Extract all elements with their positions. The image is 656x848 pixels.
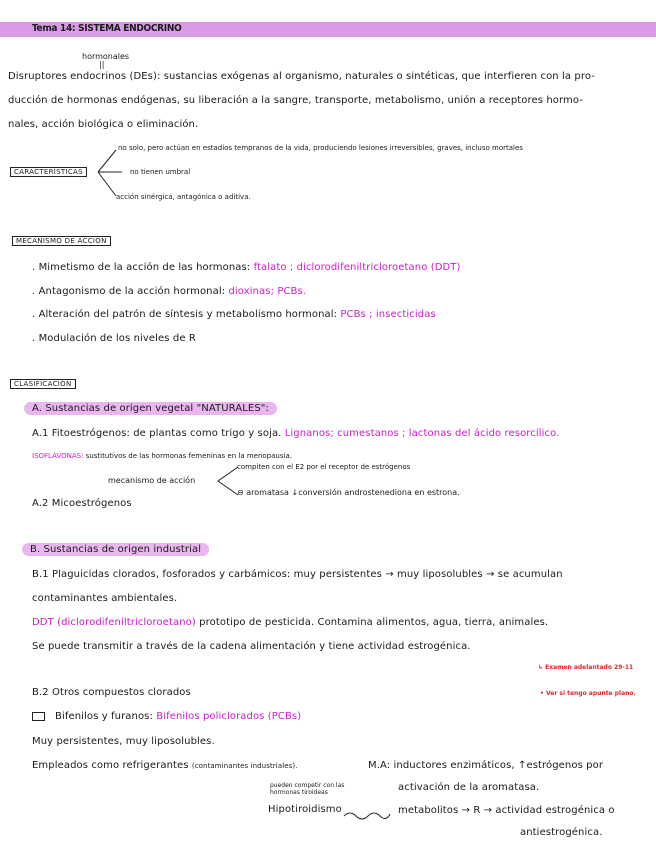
mecanismo-label: MECANISMO DE ACCIÓN	[12, 236, 111, 246]
clasificacion-label: CLASIFICACIÓN	[10, 379, 76, 389]
mecanismo-item-1: . Mimetismo de la acción de las hormonas: ftalato ; diclorodifeniltricloroetano (DDT)	[32, 262, 461, 273]
bullet: .	[32, 309, 39, 320]
wavy-arrow	[342, 808, 392, 822]
mecanismo-item-3: . Alteración del patrón de síntesis y metabolismo hormonal: PCBs ; insecticidas	[32, 309, 436, 320]
a1-line: A.1 Fitoestrógenos: de plantas como trigo y soja. Lignanos; cumestanos ; lactonas del ácido resorcílico.	[32, 428, 560, 439]
antiestrogenica-line: antiestrogénica.	[520, 827, 603, 838]
bullet: .	[32, 333, 39, 344]
mecanismo-accion-item-1: compiten con el E2 por el receptor de estrógenos	[237, 463, 411, 471]
b2-ma-line: M.A: inductores enzimáticos, ↑estrógenos por	[368, 760, 604, 771]
page-title: Tema 14: SISTEMA ENDOCRINO	[32, 23, 182, 34]
intro-line-1: Disruptores endocrinos (DEs): sustancias exógenas al organismo, naturales o sintéticas, que interfieren con la pro-	[8, 71, 595, 82]
note-hormonales: hormonales	[82, 52, 130, 61]
isoflavonas-line: ISOFLAVONAS: sustitutivos de las hormonas femeninas en la menopausia.	[32, 452, 292, 460]
b2-bifenilos-line: Bifenilos y furanos: Bifenilos policlorados (PCBs)	[32, 711, 301, 722]
caracteristica-3: acción sinérgica, antagónica o aditiva.	[116, 193, 251, 201]
mecanismo-accion-label: mecanismo de acción	[108, 476, 196, 485]
mecanismo-accion-item-2: ⊖ aromatasa ↓conversión androstenediona en estrona.	[237, 488, 460, 497]
bullet: .	[32, 262, 39, 273]
ddt-line: DDT (diclorodifeniltricloroetano) prototipo de pesticida. Contamina alimentos, agua, tierra, animales.	[32, 617, 549, 628]
tiroides-note: pueden competir con las hormonas tiroideas	[270, 782, 345, 796]
side-note-1: ↳ Examen adelantado 29-11	[538, 664, 634, 671]
aromatasa-line: activación de la aromatasa.	[398, 782, 540, 793]
title-bar	[0, 22, 656, 37]
intro-line-2: ducción de hormonas endógenas, su liberación a la sangre, transporte, metabolismo, unión a receptores hormo-	[8, 95, 583, 106]
section-a-title: A. Sustancias de origen vegetal "NATURALES":	[24, 402, 277, 415]
b2-line-2: Muy persistentes, muy liposolubles.	[32, 736, 215, 747]
b1-line-4: Se puede transmitir a través de la cadena alimentación y tiene actividad estrogénica.	[32, 641, 471, 652]
hipotiroidismo: Hipotiroidismo	[268, 804, 342, 815]
b2-title: B.2 Otros compuestos clorados	[32, 687, 191, 698]
intro-line-3: nales, acción biológica o eliminación.	[8, 119, 199, 130]
section-b-title: B. Sustancias de origen industrial	[22, 543, 209, 556]
mecanismo-item-4: . Modulación de los niveles de R	[32, 333, 196, 344]
caracteristicas-label: CARACTERÍSTICAS	[10, 167, 87, 177]
mecanismo-item-2: . Antagonismo de la acción hormonal: dioxinas; PCBs.	[32, 286, 307, 297]
caracteristica-1: no solo, pero actúan en estadíos tempranos de la vida, produciendo lesiones irreversibles, graves, incluso mortales	[118, 144, 523, 152]
metabolitos-line: metabolitos → R → actividad estrogénica o	[398, 805, 615, 816]
b2-line-3: Empleados como refrigerantes (contaminantes industriales).	[32, 760, 298, 771]
b1-line-1: B.1 Plaguicidas clorados, fosforados y carbámicos: muy persistentes → muy liposolubles → se acumulan	[32, 569, 563, 580]
a2-line: A.2 Micoestrógenos	[32, 498, 132, 509]
insert-mark: ||	[99, 60, 105, 69]
side-note-2: • Ver si tengo apunte plano.	[540, 690, 636, 697]
checkbox-icon	[32, 712, 45, 721]
bullet: .	[32, 286, 39, 297]
b1-line-2: contaminantes ambientales.	[32, 593, 178, 604]
brace-mecanismo	[212, 464, 240, 498]
caracteristica-2: no tienen umbral	[130, 168, 191, 176]
